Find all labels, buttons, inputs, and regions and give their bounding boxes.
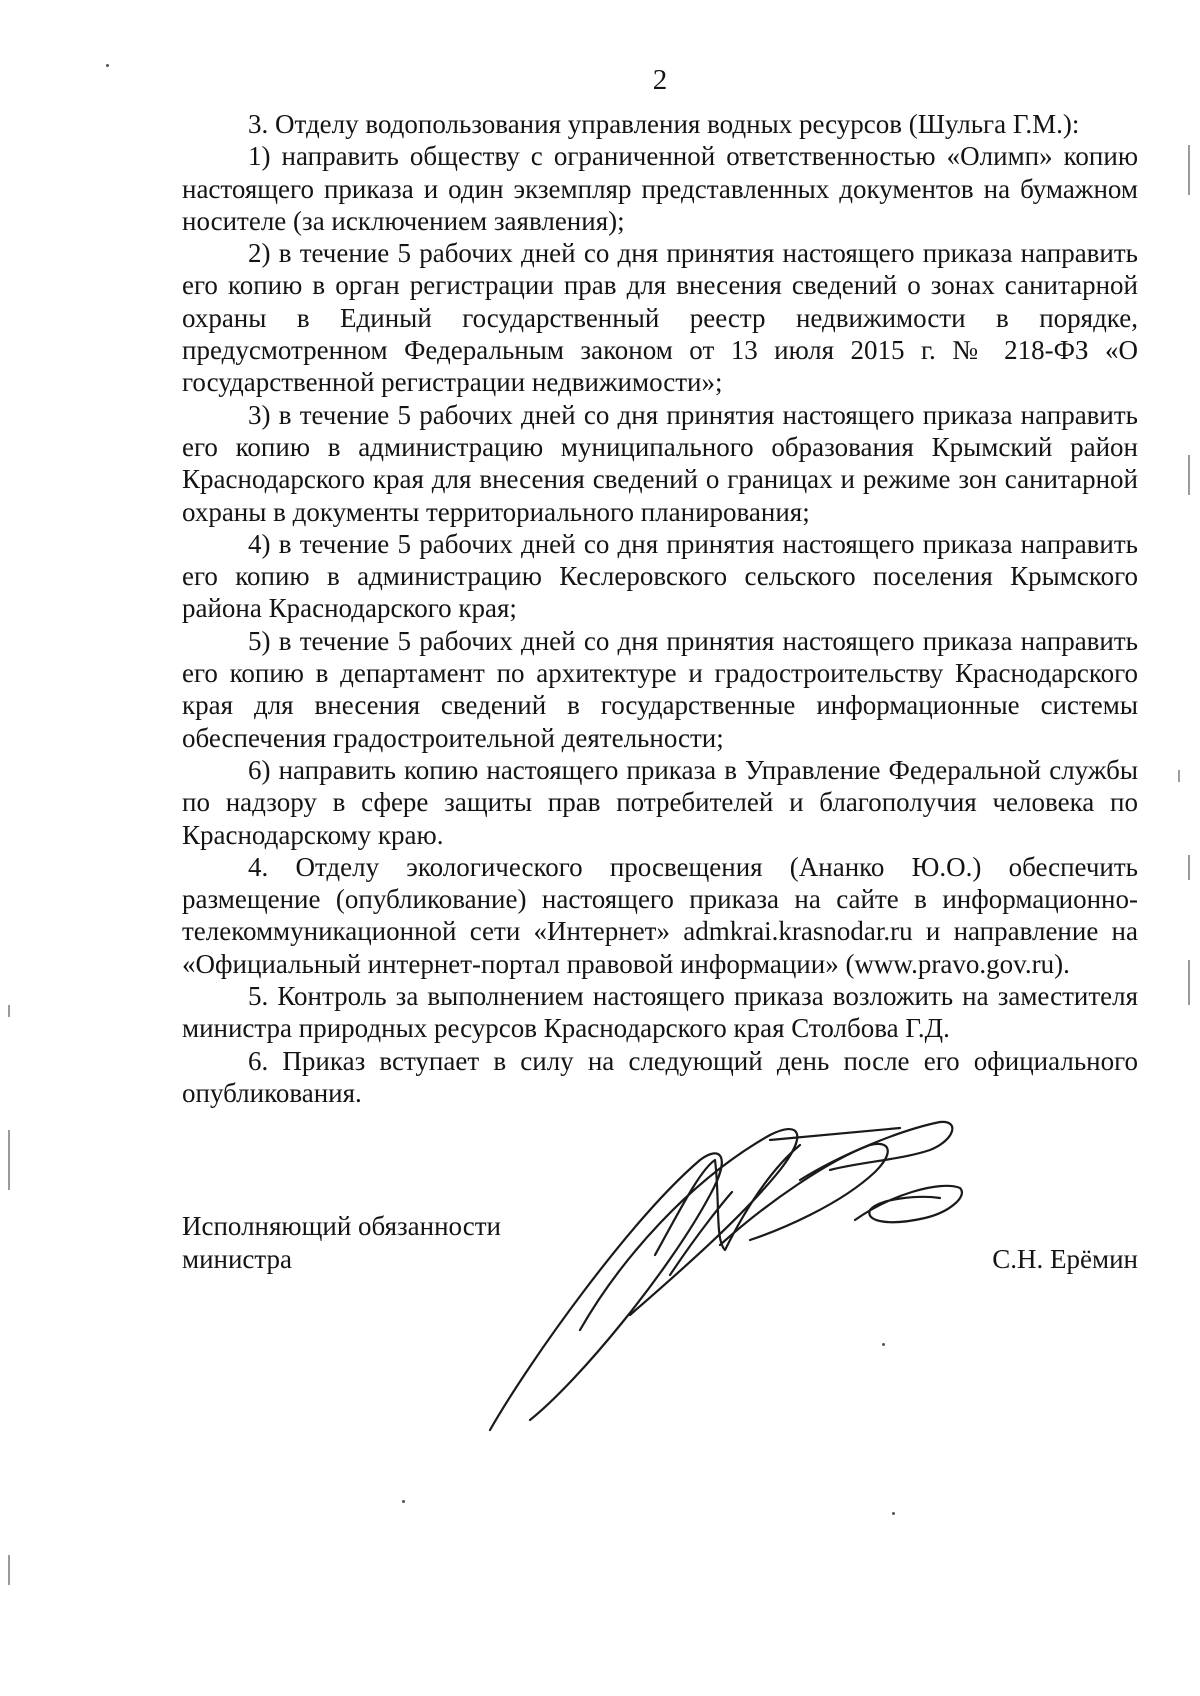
signatory-name: С.Н. Ерёмин <box>992 1244 1138 1274</box>
paragraph-item-6: 6. Приказ вступает в силу на следующий день после его официального опубликования. <box>182 1045 1138 1108</box>
paragraph-subitem-3: 3) в течение 5 рабочих дней со дня принятия настоящего приказа направить его копию в администрацию муниципального образования Крымский район Краснодарского края для внесения сведений о границах и режиме зон санитарной охраны в документы территориального планирования; <box>182 399 1138 527</box>
paragraph-subitem-6: 6) направить копию настоящего приказа в Управление Федеральной службы по надзору в сфере защиты прав потребителей и благополучия человека по Краснодарскому краю. <box>182 754 1138 850</box>
document-body <box>182 108 1138 1109</box>
scan-edge-mark-7 <box>8 1555 10 1585</box>
paragraph-subitem-1: 1) направить обществу с ограниченной ответственностью «Олимп» копию настоящего приказа и один экземпляр представленных документов на бумажном носителе (за исключением заявления); <box>182 141 1138 236</box>
signatory-position-line-2: министра <box>182 1244 293 1274</box>
paragraph-item-3: 3. Отделу водопользования управления водных ресурсов (Шульга Г.М.): <box>248 109 1080 139</box>
paragraph-subitem-4: 4) в течение 5 рабочих дней со дня принятия настоящего приказа направить его копию в администрацию Кеслеровского сельского поселения Крымского района Краснодарского края; <box>182 528 1138 624</box>
scan-speck-3 <box>882 1343 885 1346</box>
scan-edge-mark-8 <box>8 1005 10 1017</box>
scan-edge-mark-5 <box>1178 770 1180 782</box>
paragraph-item-5: 5. Контроль за выполнением настоящего приказа возложить на заместителя министра природных ресурсов Краснодарского края Столбова Г.Д. <box>182 981 1138 1044</box>
paragraph-subitem-5: 5) в течение 5 рабочих дней со дня принятия настоящего приказа направить его копию в департамент по архитектуре и градостроительству Краснодарского края для внесения сведений в государственные информационные системы обеспечения градостроительной деятельности; <box>182 625 1138 753</box>
scan-speck-1 <box>402 1500 405 1503</box>
scan-speck-2 <box>892 1512 895 1515</box>
signature-stroke-4 <box>720 1144 888 1245</box>
signatory-position <box>182 1210 501 1276</box>
scan-edge-mark-2 <box>1188 455 1190 495</box>
scan-speck-4 <box>106 64 109 67</box>
scan-edge-mark-1 <box>1188 145 1190 195</box>
scan-edge-mark-4 <box>1188 960 1190 1005</box>
signatory-position-line-1: Исполняющий обязанности <box>182 1211 501 1241</box>
scan-edge-mark-6 <box>8 1130 10 1190</box>
paragraph-item-4: 4. Отделу экологического просвещения (Ананко Ю.О.) обеспечить размещение (опубликование) настоящего приказа на сайте в информационно-телекоммуникационной сети «Интернет» admkrai.krasnodar.ru и направление на «Официальный интернет-портал правовой информации» (www.pravo.gov.ru). <box>182 851 1138 979</box>
paragraph-subitem-2: 2) в течение 5 рабочих дней со дня принятия настоящего приказа направить его копию в орган регистрации прав для внесения сведений о зонах санитарной охраны в Единый государственный реестр недвижимости в порядке, предусмотренном Федеральным законом от 13 июля 2015 г. № 218-ФЗ «О государственной регистрации недвижимости»; <box>182 238 1138 398</box>
handwritten-signature <box>470 1100 970 1460</box>
signature-stroke-6 <box>855 1186 962 1222</box>
page-number: 2 <box>652 64 668 96</box>
scan-edge-mark-3 <box>1188 855 1190 880</box>
